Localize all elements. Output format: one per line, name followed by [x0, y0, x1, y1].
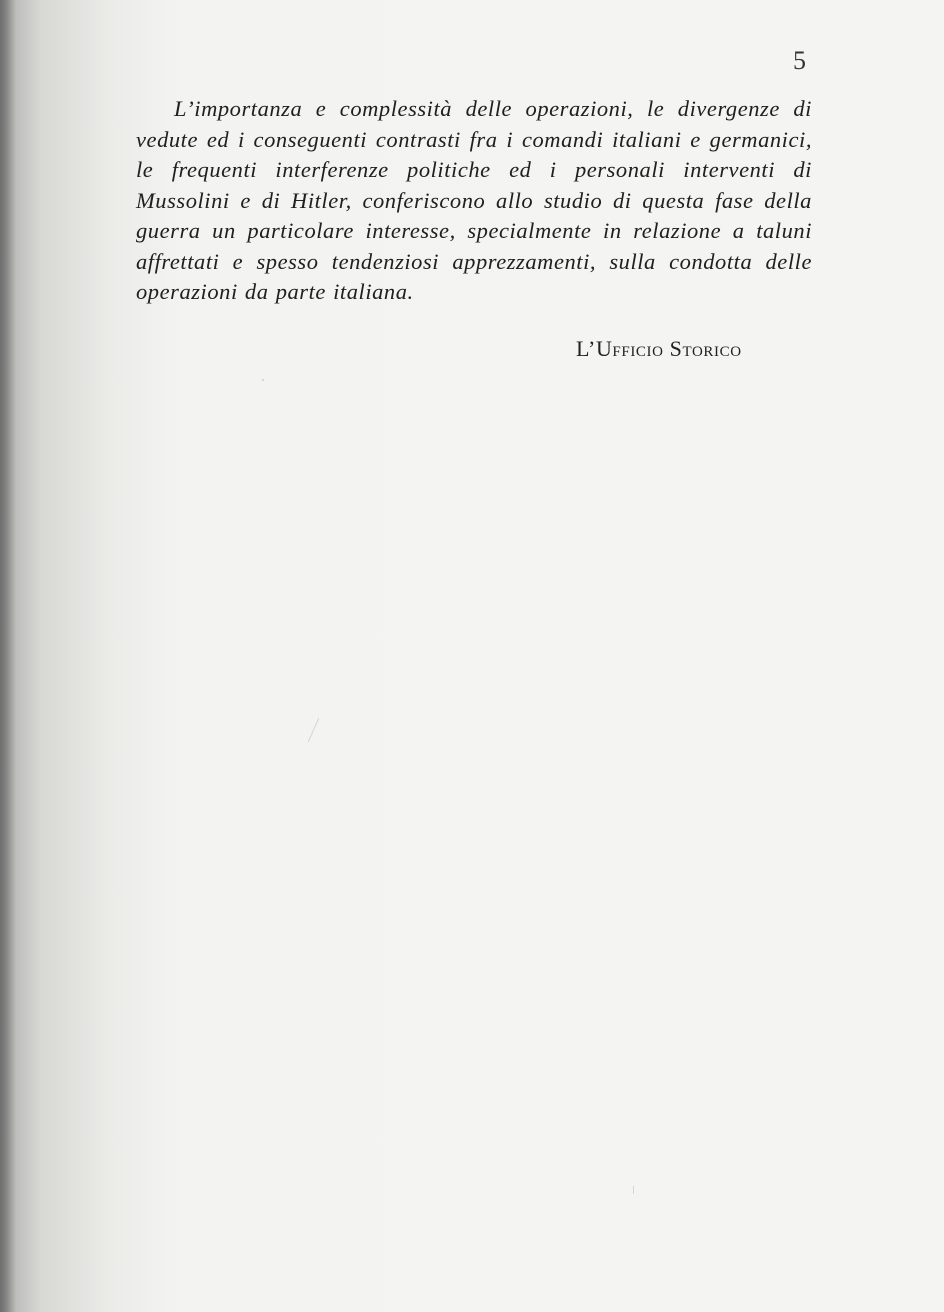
paper-speck [633, 1186, 634, 1194]
body-paragraph: L’importanza e complessità delle operazioni, le divergenze di vedute ed i conseguenti contrasti fra i comandi italiani e germanici, le frequenti interferenze politiche ed i personali interventi di Mussolini e di Hitler, conferiscono allo studio di questa fase della guerra un particolare interesse, specialmente in relazione a taluni affrettati e spesso tendenziosi apprezzamenti, sulla condotta delle operazioni da parte italiana. [136, 96, 812, 304]
paper-speck [308, 718, 319, 742]
signature: L’Ufficio Storico [576, 336, 742, 361]
paper-speck [262, 379, 264, 381]
page-number: 5 [793, 46, 806, 75]
